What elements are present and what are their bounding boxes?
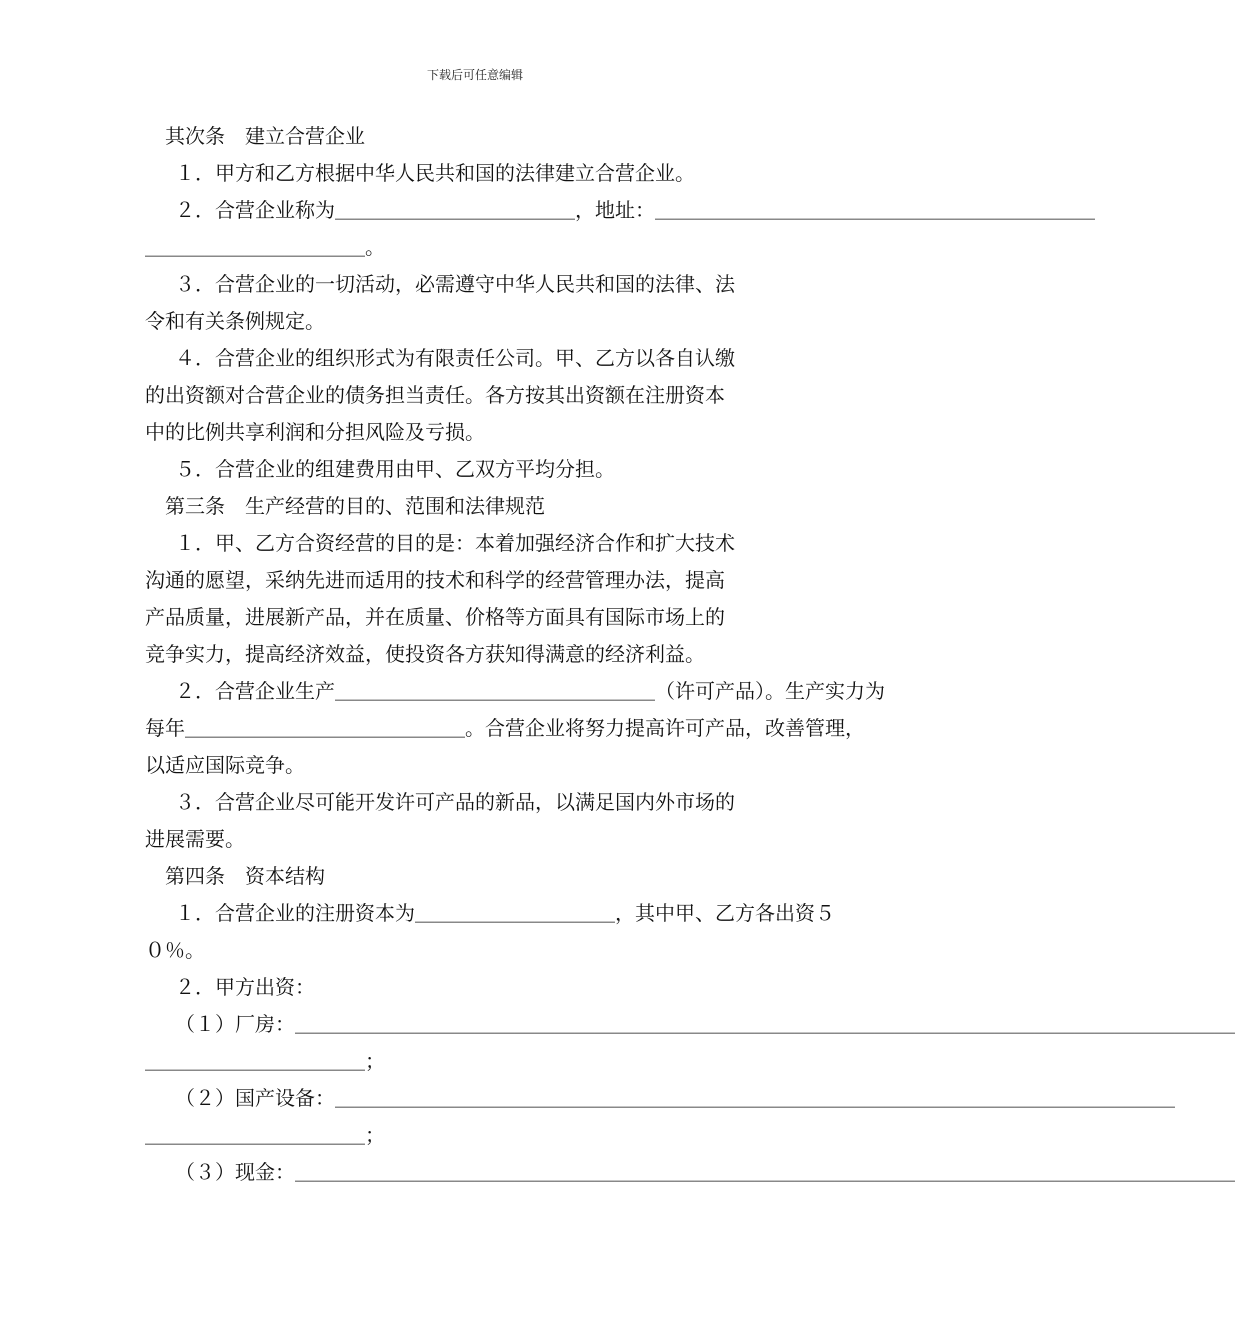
clause-line: 进展需要。	[145, 827, 245, 851]
clause-line: 令和有关条例规定。	[145, 309, 325, 333]
clause-line: 中的比例共享利润和分担风险及亏损。	[145, 420, 485, 444]
clause-line: ＿＿＿＿＿＿＿＿＿＿＿。	[145, 235, 385, 259]
clause-line: ３．合营企业的一切活动，必需遵守中华人民共和国的法律、法	[175, 272, 735, 296]
clause-line: 的出资额对合营企业的债务担当责任。各方按其出资额在注册资本	[145, 383, 725, 407]
clause-line: 竞争实力，提高经济效益，使投资各方获知得满意的经济利益。	[145, 642, 705, 666]
clause-line: 以适应国际竞争。	[145, 753, 305, 777]
clause-line: ４．合营企业的组织形式为有限责任公司。甲、乙方以各自认缴	[175, 346, 735, 370]
clause-line: ２．甲方出资：	[175, 975, 315, 999]
page-header: 下载后可任意编辑	[426, 68, 523, 82]
clause-line: ５．合营企业的组建费用由甲、乙双方平均分担。	[175, 457, 615, 481]
clause-line: ２．合营企业称为＿＿＿＿＿＿＿＿＿＿＿＿，地址：＿＿＿＿＿＿＿＿＿＿＿＿＿＿＿＿＿＿＿＿＿＿	[175, 198, 1095, 222]
clause-line: ２．合营企业生产＿＿＿＿＿＿＿＿＿＿＿＿＿＿＿＿（许可产品）。生产实力为	[175, 679, 885, 703]
clause-line: （２）国产设备：＿＿＿＿＿＿＿＿＿＿＿＿＿＿＿＿＿＿＿＿＿＿＿＿＿＿＿＿＿＿＿＿＿＿＿＿＿＿＿＿＿＿	[175, 1086, 1175, 1110]
article-heading: 第三条 生产经营的目的、范围和法律规范	[165, 494, 545, 518]
clause-line: ０％。	[145, 938, 205, 962]
clause-line: ３．合营企业尽可能开发许可产品的新品，以满足国内外市场的	[175, 790, 735, 814]
article-heading: 其次条 建立合营企业	[165, 124, 365, 148]
clause-line: １．甲方和乙方根据中华人民共和国的法律建立合营企业。	[175, 161, 695, 185]
clause-line: 每年＿＿＿＿＿＿＿＿＿＿＿＿＿＿。合营企业将努力提高许可产品，改善管理，	[145, 716, 865, 740]
clause-line: １．合营企业的注册资本为＿＿＿＿＿＿＿＿＿＿，其中甲、乙方各出资５	[175, 901, 835, 925]
clause-line: １．甲、乙方合资经营的目的是：本着加强经济合作和扩大技术	[175, 531, 735, 555]
clause-line: 产品质量，进展新产品，并在质量、价格等方面具有国际市场上的	[145, 605, 725, 629]
clause-line: ＿＿＿＿＿＿＿＿＿＿＿；	[145, 1049, 385, 1073]
clause-line: （１）厂房：＿＿＿＿＿＿＿＿＿＿＿＿＿＿＿＿＿＿＿＿＿＿＿＿＿＿＿＿＿＿＿＿＿＿＿＿＿＿＿＿＿＿＿＿＿＿＿	[175, 1012, 1235, 1036]
contract-body	[145, 118, 1235, 1191]
clause-line: 沟通的愿望，采纳先进而适用的技术和科学的经营管理办法，提高	[145, 568, 725, 592]
clause-line: ＿＿＿＿＿＿＿＿＿＿＿；	[145, 1123, 385, 1147]
clause-line: （３）现金：＿＿＿＿＿＿＿＿＿＿＿＿＿＿＿＿＿＿＿＿＿＿＿＿＿＿＿＿＿＿＿＿＿＿＿＿＿＿＿＿＿＿＿＿＿＿＿	[175, 1160, 1235, 1184]
article-heading: 第四条 资本结构	[165, 864, 325, 888]
